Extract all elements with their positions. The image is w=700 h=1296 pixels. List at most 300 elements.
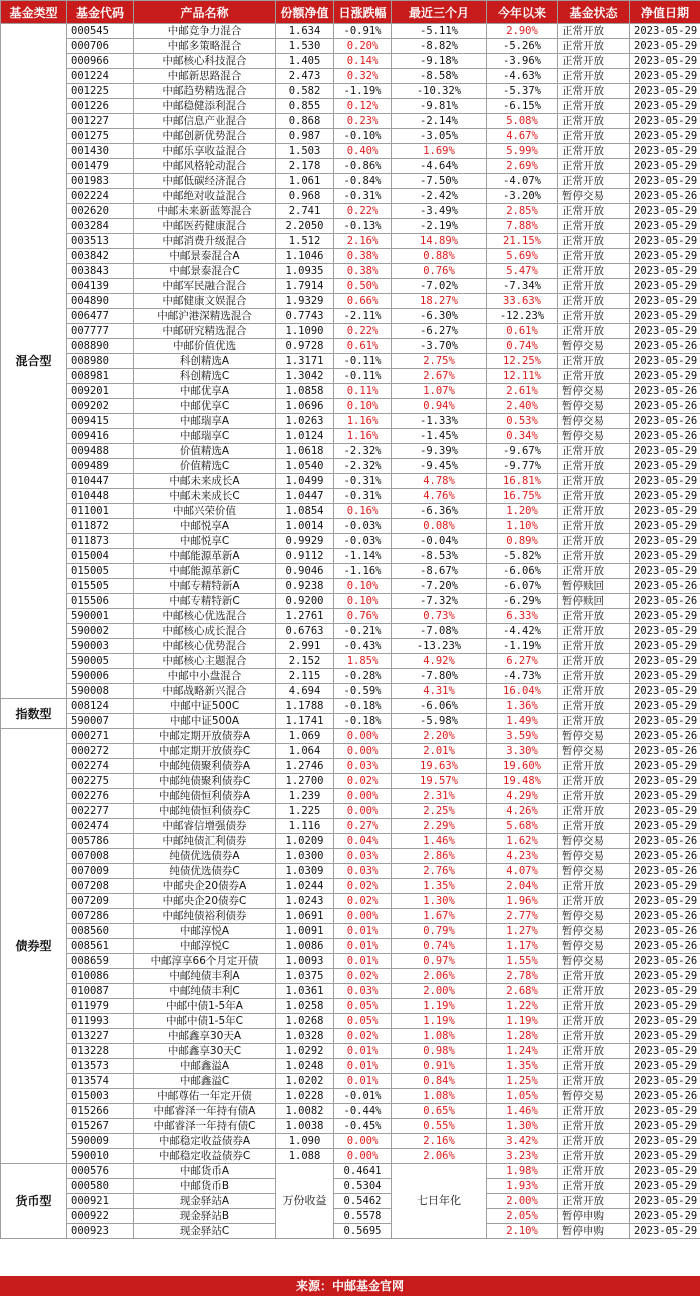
table-row — [1, 129, 700, 144]
fund-status: 正常开放 — [558, 24, 630, 39]
product-name: 中邮竞争力混合 — [134, 24, 276, 39]
ytd-return: 1.24% — [487, 1044, 558, 1059]
fund-status: 正常开放 — [558, 624, 630, 639]
three-month-return: 18.27% — [392, 294, 487, 309]
fund-code: 000921 — [67, 1194, 134, 1209]
product-name: 中邮淳悦C — [134, 939, 276, 954]
fund-status: 暂停交易 — [558, 189, 630, 204]
nav-date: 2023-05-29 — [630, 1164, 700, 1179]
table-row — [1, 54, 700, 69]
three-month-return: -7.02% — [392, 279, 487, 294]
fund-code: 002275 — [67, 774, 134, 789]
fund-code: 003513 — [67, 234, 134, 249]
nav-date: 2023-05-29 — [630, 759, 700, 774]
product-name: 中邮绝对收益混合 — [134, 189, 276, 204]
fund-type-cell: 指数型 — [1, 699, 67, 729]
daily-change: 0.14% — [334, 54, 392, 69]
fund-status: 正常开放 — [558, 39, 630, 54]
fund-status: 正常开放 — [558, 519, 630, 534]
fund-status: 正常开放 — [558, 369, 630, 384]
three-month-return: 0.73% — [392, 609, 487, 624]
three-month-return: 4.76% — [392, 489, 487, 504]
unit-nav: 1.225 — [276, 804, 334, 819]
header-fund-status: 基金状态 — [558, 1, 630, 24]
ytd-return: -3.20% — [487, 189, 558, 204]
product-name: 中邮尊佑一年定开债 — [134, 1089, 276, 1104]
three-month-return: 1.19% — [392, 999, 487, 1014]
table-row — [1, 1089, 700, 1104]
table-row — [1, 909, 700, 924]
ytd-return: 4.26% — [487, 804, 558, 819]
daily-change: 0.38% — [334, 249, 392, 264]
unit-nav: 2.152 — [276, 654, 334, 669]
three-month-return: -4.64% — [392, 159, 487, 174]
ytd-return: -5.37% — [487, 84, 558, 99]
daily-change: 1.16% — [334, 429, 392, 444]
daily-change: 0.00% — [334, 729, 392, 744]
nav-date: 2023-05-29 — [630, 129, 700, 144]
unit-nav: 0.7743 — [276, 309, 334, 324]
nav-date: 2023-05-29 — [630, 264, 700, 279]
table-row — [1, 354, 700, 369]
fund-status: 正常开放 — [558, 294, 630, 309]
daily-change: 0.01% — [334, 1074, 392, 1089]
ytd-return: 3.30% — [487, 744, 558, 759]
daily-change: 0.02% — [334, 774, 392, 789]
nav-date: 2023-05-29 — [630, 1104, 700, 1119]
table-row — [1, 144, 700, 159]
fund-code: 007777 — [67, 324, 134, 339]
three-month-return: 0.94% — [392, 399, 487, 414]
table-row — [1, 819, 700, 834]
nav-date: 2023-05-29 — [630, 294, 700, 309]
table-row — [1, 294, 700, 309]
table-row — [1, 1044, 700, 1059]
unit-nav: 1.0228 — [276, 1089, 334, 1104]
unit-income-value: 0.5695 — [334, 1224, 392, 1239]
product-name: 中邮纯债恒利债券A — [134, 789, 276, 804]
unit-nav: 0.855 — [276, 99, 334, 114]
ytd-return: 5.08% — [487, 114, 558, 129]
ytd-return: 19.48% — [487, 774, 558, 789]
product-name: 中邮睿泽一年持有债A — [134, 1104, 276, 1119]
table-row — [1, 504, 700, 519]
nav-date: 2023-05-29 — [630, 789, 700, 804]
fund-status: 暂停赎回 — [558, 594, 630, 609]
seven-day-yield-value: 2.05% — [487, 1209, 558, 1224]
nav-date: 2023-05-29 — [630, 714, 700, 729]
nav-date: 2023-05-29 — [630, 84, 700, 99]
nav-date: 2023-05-29 — [630, 969, 700, 984]
table-row — [1, 489, 700, 504]
fund-code: 590001 — [67, 609, 134, 624]
table-row — [1, 534, 700, 549]
product-name: 中邮瑞享A — [134, 414, 276, 429]
fund-status: 正常开放 — [558, 1164, 630, 1179]
fund-status: 正常开放 — [558, 684, 630, 699]
fund-status: 正常开放 — [558, 204, 630, 219]
fund-status: 暂停交易 — [558, 399, 630, 414]
three-month-return: 2.06% — [392, 1149, 487, 1164]
fund-code: 008124 — [67, 699, 134, 714]
product-name: 中邮医药健康混合 — [134, 219, 276, 234]
table-row — [1, 1029, 700, 1044]
fund-code: 013227 — [67, 1029, 134, 1044]
three-month-return: -8.67% — [392, 564, 487, 579]
ytd-return: -12.23% — [487, 309, 558, 324]
product-name: 中邮核心成长混合 — [134, 624, 276, 639]
product-name: 中邮央企20债券C — [134, 894, 276, 909]
unit-nav: 1.3171 — [276, 354, 334, 369]
product-name: 中邮趋势精选混合 — [134, 84, 276, 99]
unit-nav: 0.9046 — [276, 564, 334, 579]
table-row — [1, 264, 700, 279]
daily-change: 0.61% — [334, 339, 392, 354]
table-row — [1, 924, 700, 939]
ytd-return: 21.15% — [487, 234, 558, 249]
unit-nav: 1.0038 — [276, 1119, 334, 1134]
table-row — [1, 384, 700, 399]
table-row — [1, 39, 700, 54]
three-month-return: -7.32% — [392, 594, 487, 609]
fund-status: 暂停赎回 — [558, 579, 630, 594]
table-row — [1, 579, 700, 594]
fund-code: 015266 — [67, 1104, 134, 1119]
ytd-return: 5.99% — [487, 144, 558, 159]
table-header-row — [1, 1, 700, 24]
fund-code: 001225 — [67, 84, 134, 99]
product-name: 中邮央企20债券A — [134, 879, 276, 894]
product-name: 中邮鑫溢C — [134, 1074, 276, 1089]
ytd-return: 2.90% — [487, 24, 558, 39]
fund-status: 正常开放 — [558, 264, 630, 279]
product-name: 中邮淳悦A — [134, 924, 276, 939]
fund-status: 暂停交易 — [558, 939, 630, 954]
fund-status: 正常开放 — [558, 699, 630, 714]
product-name: 中邮定期开放债券C — [134, 744, 276, 759]
fund-code: 002274 — [67, 759, 134, 774]
ytd-return: 4.23% — [487, 849, 558, 864]
fund-code: 000922 — [67, 1209, 134, 1224]
fund-type-cell: 混合型 — [1, 24, 67, 699]
fund-status: 暂停交易 — [558, 1089, 630, 1104]
daily-change: -0.43% — [334, 639, 392, 654]
nav-date: 2023-05-29 — [630, 684, 700, 699]
fund-code: 009415 — [67, 414, 134, 429]
daily-change: -0.31% — [334, 474, 392, 489]
unit-nav: 1.0258 — [276, 999, 334, 1014]
nav-date: 2023-05-26 — [630, 909, 700, 924]
daily-change: 0.10% — [334, 579, 392, 594]
daily-change: 1.16% — [334, 414, 392, 429]
unit-nav: 1.0691 — [276, 909, 334, 924]
table-row — [1, 24, 700, 39]
fund-status: 正常开放 — [558, 69, 630, 84]
table-row — [1, 684, 700, 699]
fund-code: 590005 — [67, 654, 134, 669]
three-month-return: 1.46% — [392, 834, 487, 849]
unit-nav: 1.090 — [276, 1134, 334, 1149]
three-month-return: -1.45% — [392, 429, 487, 444]
fund-code: 590003 — [67, 639, 134, 654]
nav-date: 2023-05-29 — [630, 1194, 700, 1209]
product-name: 中邮中证500A — [134, 714, 276, 729]
unit-nav: 1.239 — [276, 789, 334, 804]
daily-change: 0.02% — [334, 1029, 392, 1044]
fund-status: 暂停申购 — [558, 1224, 630, 1239]
three-month-return: 14.89% — [392, 234, 487, 249]
three-month-return: 1.67% — [392, 909, 487, 924]
daily-change: 0.12% — [334, 99, 392, 114]
fund-status: 暂停交易 — [558, 909, 630, 924]
unit-nav: 1.0209 — [276, 834, 334, 849]
fund-code: 590007 — [67, 714, 134, 729]
ytd-return: 33.63% — [487, 294, 558, 309]
product-name: 中邮军民融合混合 — [134, 279, 276, 294]
unit-nav: 1.405 — [276, 54, 334, 69]
three-month-return: -6.30% — [392, 309, 487, 324]
ytd-return: 1.96% — [487, 894, 558, 909]
fund-status: 正常开放 — [558, 969, 630, 984]
daily-change: 0.03% — [334, 849, 392, 864]
daily-change: -2.32% — [334, 459, 392, 474]
unit-nav: 0.968 — [276, 189, 334, 204]
three-month-return: 4.31% — [392, 684, 487, 699]
three-month-return: 2.76% — [392, 864, 487, 879]
nav-date: 2023-05-29 — [630, 174, 700, 189]
product-name: 中邮研究精选混合 — [134, 324, 276, 339]
three-month-return: -13.23% — [392, 639, 487, 654]
fund-code: 011979 — [67, 999, 134, 1014]
table-row — [1, 849, 700, 864]
fund-status: 正常开放 — [558, 984, 630, 999]
fund-status: 正常开放 — [558, 174, 630, 189]
three-month-return: -7.08% — [392, 624, 487, 639]
nav-date: 2023-05-29 — [630, 519, 700, 534]
nav-date: 2023-05-29 — [630, 894, 700, 909]
three-month-return: -3.05% — [392, 129, 487, 144]
unit-nav: 2.991 — [276, 639, 334, 654]
table-row — [1, 399, 700, 414]
fund-status: 正常开放 — [558, 819, 630, 834]
product-name: 中邮纯债丰利C — [134, 984, 276, 999]
unit-nav: 0.9200 — [276, 594, 334, 609]
unit-nav: 1.116 — [276, 819, 334, 834]
daily-change: -0.31% — [334, 489, 392, 504]
three-month-return: -10.32% — [392, 84, 487, 99]
table-row — [1, 174, 700, 189]
daily-change: -0.03% — [334, 534, 392, 549]
fund-status: 正常开放 — [558, 459, 630, 474]
unit-nav: 1.0248 — [276, 1059, 334, 1074]
product-name: 中邮新思路混合 — [134, 69, 276, 84]
fund-code: 590002 — [67, 624, 134, 639]
three-month-return: 2.86% — [392, 849, 487, 864]
product-name: 中邮鑫享30天C — [134, 1044, 276, 1059]
fund-code: 590006 — [67, 669, 134, 684]
fund-code: 006477 — [67, 309, 134, 324]
daily-change: 0.16% — [334, 504, 392, 519]
table-row — [1, 654, 700, 669]
nav-date: 2023-05-29 — [630, 324, 700, 339]
product-name: 中邮睿泽一年持有债C — [134, 1119, 276, 1134]
product-name: 现金驿站A — [134, 1194, 276, 1209]
unit-nav: 1.0447 — [276, 489, 334, 504]
fund-status: 暂停交易 — [558, 849, 630, 864]
nav-date: 2023-05-29 — [630, 369, 700, 384]
table-row — [1, 1119, 700, 1134]
ytd-return: 2.40% — [487, 399, 558, 414]
ytd-return: 1.05% — [487, 1089, 558, 1104]
daily-change: 0.03% — [334, 864, 392, 879]
unit-income-value: 0.5304 — [334, 1179, 392, 1194]
fund-status: 暂停交易 — [558, 954, 630, 969]
ytd-return: 1.36% — [487, 699, 558, 714]
unit-nav: 0.987 — [276, 129, 334, 144]
fund-code: 015505 — [67, 579, 134, 594]
table-row — [1, 1149, 700, 1164]
fund-code: 015506 — [67, 594, 134, 609]
ytd-return: 1.49% — [487, 714, 558, 729]
fund-status: 正常开放 — [558, 894, 630, 909]
daily-change: -2.32% — [334, 444, 392, 459]
three-month-return: 0.98% — [392, 1044, 487, 1059]
fund-status: 正常开放 — [558, 1119, 630, 1134]
three-month-return: 4.78% — [392, 474, 487, 489]
product-name: 价值精选A — [134, 444, 276, 459]
table-row — [1, 324, 700, 339]
fund-code: 013574 — [67, 1074, 134, 1089]
product-name: 中邮健康文娱混合 — [134, 294, 276, 309]
daily-change: 0.38% — [334, 264, 392, 279]
nav-date: 2023-05-29 — [630, 609, 700, 624]
nav-date: 2023-05-26 — [630, 849, 700, 864]
three-month-return: 0.91% — [392, 1059, 487, 1074]
table-row — [1, 549, 700, 564]
daily-change: 0.01% — [334, 1044, 392, 1059]
fund-code: 007209 — [67, 894, 134, 909]
ytd-return: 0.53% — [487, 414, 558, 429]
daily-change: 0.03% — [334, 759, 392, 774]
ytd-return: -6.06% — [487, 564, 558, 579]
ytd-return: -9.67% — [487, 444, 558, 459]
daily-change: -0.18% — [334, 699, 392, 714]
ytd-return: 2.85% — [487, 204, 558, 219]
product-name: 中邮景泰混合C — [134, 264, 276, 279]
three-month-return: 1.30% — [392, 894, 487, 909]
unit-nav: 1.530 — [276, 39, 334, 54]
three-month-return: 1.35% — [392, 879, 487, 894]
table-row — [1, 99, 700, 114]
table-row — [1, 609, 700, 624]
nav-date: 2023-05-29 — [630, 279, 700, 294]
unit-nav: 0.9929 — [276, 534, 334, 549]
ytd-return: 7.88% — [487, 219, 558, 234]
fund-code: 008980 — [67, 354, 134, 369]
daily-change: 0.02% — [334, 894, 392, 909]
nav-date: 2023-05-29 — [630, 219, 700, 234]
unit-nav: 1.7914 — [276, 279, 334, 294]
header-unit-nav: 份额净值 — [276, 1, 334, 24]
fund-code: 001983 — [67, 174, 134, 189]
daily-change: -0.18% — [334, 714, 392, 729]
three-month-return: 0.74% — [392, 939, 487, 954]
unit-nav: 0.582 — [276, 84, 334, 99]
table-row — [1, 219, 700, 234]
fund-status: 正常开放 — [558, 84, 630, 99]
daily-change: 0.66% — [334, 294, 392, 309]
header-product-name: 产品名称 — [134, 1, 276, 24]
three-month-return: 1.19% — [392, 1014, 487, 1029]
product-name: 中邮悦享A — [134, 519, 276, 534]
fund-status: 正常开放 — [558, 1179, 630, 1194]
seven-day-yield-value: 1.98% — [487, 1164, 558, 1179]
product-name: 中邮纯债聚利债券A — [134, 759, 276, 774]
table-row — [1, 1164, 700, 1179]
nav-date: 2023-05-29 — [630, 504, 700, 519]
fund-status: 暂停交易 — [558, 729, 630, 744]
product-name: 中邮纯债丰利A — [134, 969, 276, 984]
product-name: 科创精选A — [134, 354, 276, 369]
fund-code: 001479 — [67, 159, 134, 174]
unit-nav: 1.0082 — [276, 1104, 334, 1119]
table-row — [1, 744, 700, 759]
ytd-return: 4.67% — [487, 129, 558, 144]
fund-code: 008561 — [67, 939, 134, 954]
table-row — [1, 1134, 700, 1149]
fund-code: 590010 — [67, 1149, 134, 1164]
product-name: 中邮兴荣价值 — [134, 504, 276, 519]
table-row — [1, 714, 700, 729]
unit-nav: 1.069 — [276, 729, 334, 744]
ytd-return: 1.62% — [487, 834, 558, 849]
unit-nav: 1.0202 — [276, 1074, 334, 1089]
fund-status: 正常开放 — [558, 999, 630, 1014]
ytd-return: 4.29% — [487, 789, 558, 804]
ytd-return: 3.23% — [487, 1149, 558, 1164]
fund-type-cell: 货币型 — [1, 1164, 67, 1239]
unit-nav: 1.634 — [276, 24, 334, 39]
product-name: 中邮信息产业混合 — [134, 114, 276, 129]
product-name: 中邮纯债汇利债券 — [134, 834, 276, 849]
ytd-return: 0.74% — [487, 339, 558, 354]
product-name: 中邮纯债恒利债券C — [134, 804, 276, 819]
daily-change: -1.14% — [334, 549, 392, 564]
fund-code: 001227 — [67, 114, 134, 129]
seven-day-yield-value: 2.10% — [487, 1224, 558, 1239]
ytd-return: 3.59% — [487, 729, 558, 744]
nav-date: 2023-05-29 — [630, 879, 700, 894]
unit-nav: 1.0268 — [276, 1014, 334, 1029]
fund-code: 008981 — [67, 369, 134, 384]
daily-change: -0.86% — [334, 159, 392, 174]
nav-date: 2023-05-29 — [630, 1134, 700, 1149]
table-row — [1, 594, 700, 609]
fund-code: 007286 — [67, 909, 134, 924]
product-name: 中邮瑞享C — [134, 429, 276, 444]
three-month-return: -6.06% — [392, 699, 487, 714]
nav-date: 2023-05-29 — [630, 444, 700, 459]
table-row — [1, 1209, 700, 1224]
fund-status: 正常开放 — [558, 564, 630, 579]
unit-nav: 1.0124 — [276, 429, 334, 444]
nav-date: 2023-05-29 — [630, 249, 700, 264]
fund-status: 正常开放 — [558, 1014, 630, 1029]
fund-code: 002277 — [67, 804, 134, 819]
table-row — [1, 564, 700, 579]
three-month-return: 2.25% — [392, 804, 487, 819]
fund-code: 005786 — [67, 834, 134, 849]
